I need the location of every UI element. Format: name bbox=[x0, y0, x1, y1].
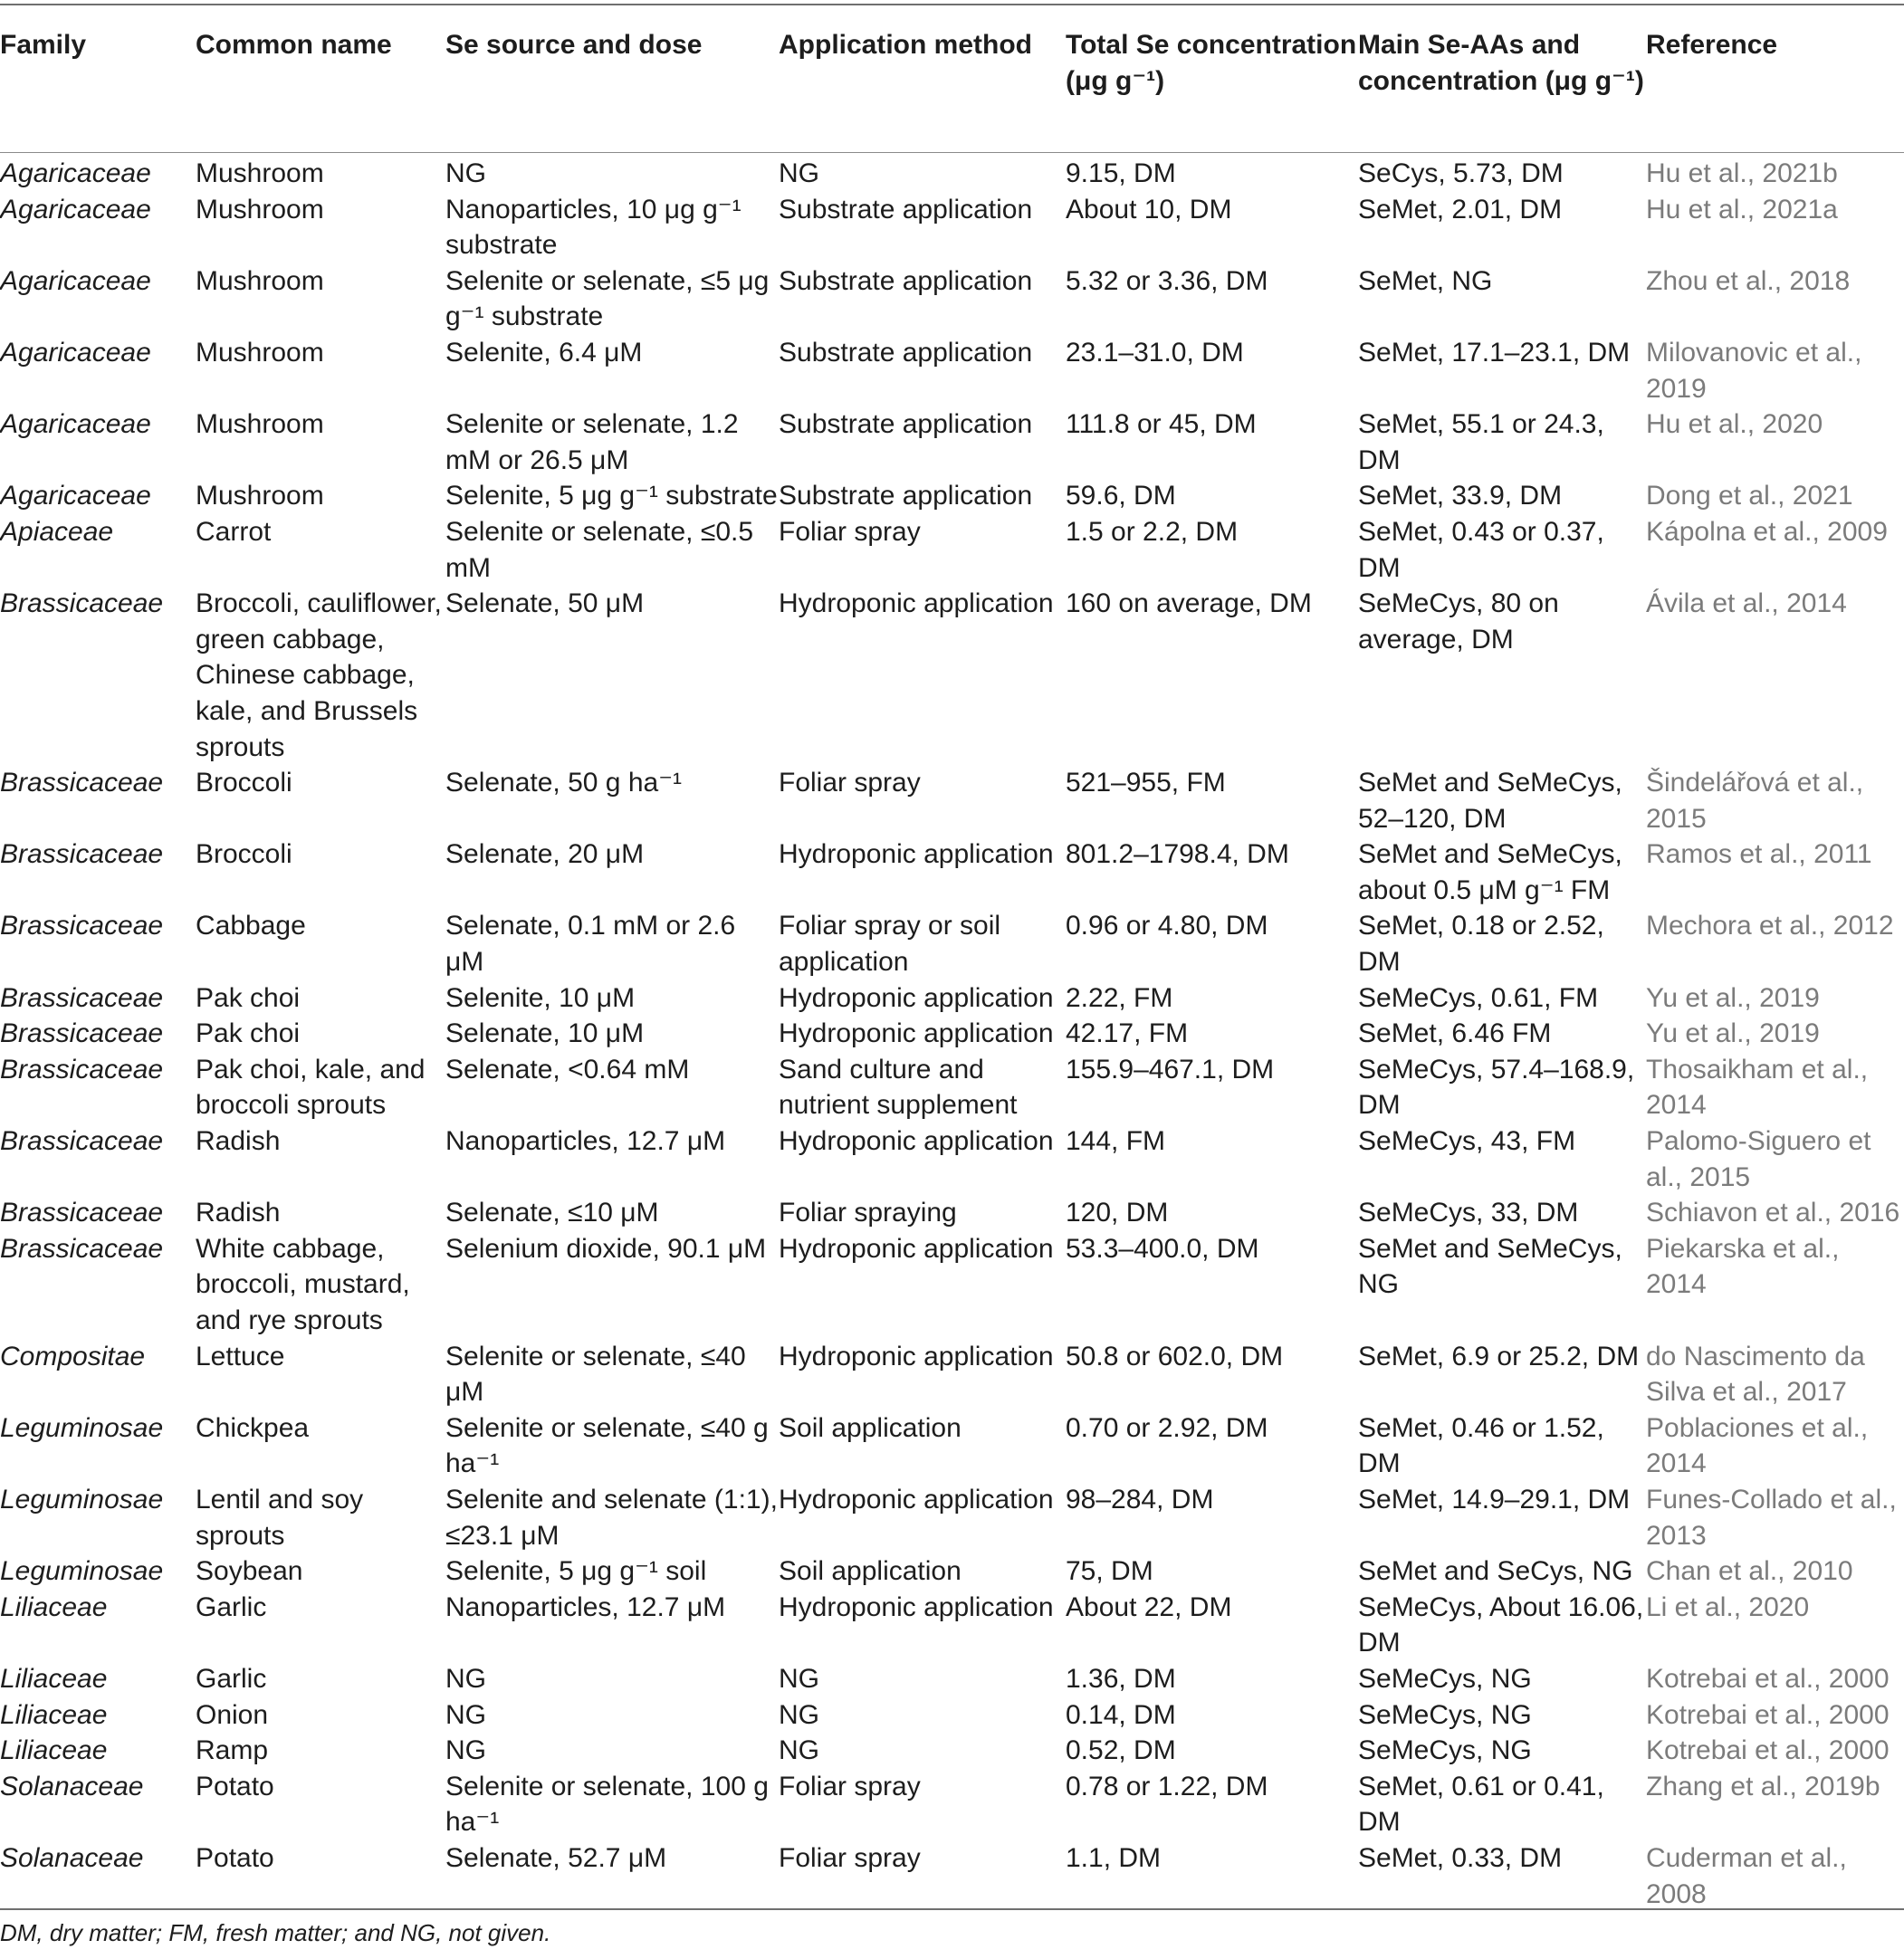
table-row bbox=[0, 406, 1904, 478]
cell-family: Compositae bbox=[0, 1341, 146, 1371]
cell-common-name: Mushroom bbox=[196, 481, 324, 511]
table-row bbox=[0, 1339, 1904, 1410]
cell-main-se-aas: SeMeCys, 80 on average, DM bbox=[1358, 588, 1559, 655]
cell-main-se-aas: SeMet, 6.46 FM bbox=[1358, 1018, 1552, 1049]
cell-total-se: 155.9–467.1, DM bbox=[1066, 1054, 1275, 1085]
cell-main-se-aas: SeMet and SeMeCys, 52–120, DM bbox=[1358, 768, 1622, 834]
cell-total-se: 160 on average, DM bbox=[1066, 588, 1312, 619]
cell-total-se: 521–955, FM bbox=[1066, 768, 1226, 798]
header-common-name: Common name bbox=[196, 30, 392, 60]
table-row bbox=[0, 1769, 1904, 1840]
table-row bbox=[0, 765, 1904, 836]
cell-family: Leguminosae bbox=[0, 1412, 164, 1443]
cell-common-name: Mushroom bbox=[196, 194, 324, 225]
cell-application-method: NG bbox=[779, 1663, 819, 1694]
header-total-se: Total Se concentration (μg g⁻¹) bbox=[1066, 30, 1357, 96]
cell-application-method: Hydroponic application bbox=[779, 588, 1054, 619]
cell-family: Brassicaceae bbox=[0, 839, 164, 870]
cell-reference: Hu et al., 2021a bbox=[1646, 194, 1838, 225]
cell-family: Apiaceae bbox=[0, 516, 114, 547]
cell-reference: Yu et al., 2019 bbox=[1646, 1018, 1820, 1049]
cell-application-method: NG bbox=[779, 1699, 819, 1730]
cell-reference: Kotrebai et al., 2000 bbox=[1646, 1663, 1890, 1694]
table-row bbox=[0, 1123, 1904, 1195]
header-row bbox=[0, 18, 1904, 143]
cell-total-se: 111.8 or 45, DM bbox=[1066, 409, 1257, 440]
cell-reference: Zhou et al., 2018 bbox=[1646, 265, 1851, 296]
cell-family: Agaricaceae bbox=[0, 158, 151, 188]
cell-total-se: 98–284, DM bbox=[1066, 1484, 1214, 1515]
cell-common-name: Broccoli bbox=[196, 768, 292, 798]
cell-common-name: Carrot bbox=[196, 516, 272, 547]
cell-application-method: Foliar spray bbox=[779, 516, 921, 547]
cell-total-se: 53.3–400.0, DM bbox=[1066, 1233, 1259, 1264]
table-row bbox=[0, 335, 1904, 406]
cell-application-method: Hydroponic application bbox=[779, 1341, 1054, 1371]
cell-common-name: Pak choi, kale, and broccoli sprouts bbox=[196, 1054, 426, 1121]
cell-total-se: 1.1, DM bbox=[1066, 1842, 1162, 1873]
table-row bbox=[0, 1697, 1904, 1734]
cell-se-source-dose: Selenite or selenate, ≤40 μM bbox=[445, 1341, 746, 1408]
table-row bbox=[0, 478, 1904, 514]
cell-reference: Zhang et al., 2019b bbox=[1646, 1771, 1880, 1801]
cell-reference: Milovanovic et al., 2019 bbox=[1646, 337, 1862, 404]
cell-application-method: Foliar spraying bbox=[779, 1198, 957, 1228]
cell-total-se: 1.36, DM bbox=[1066, 1663, 1176, 1694]
cell-main-se-aas: SeMet, 0.46 or 1.52, DM bbox=[1358, 1412, 1604, 1479]
cell-application-method: Substrate application bbox=[779, 409, 1033, 440]
cell-main-se-aas: SeMet and SeMeCys, NG bbox=[1358, 1233, 1622, 1300]
cell-total-se: 0.96 or 4.80, DM bbox=[1066, 911, 1268, 941]
cell-family: Leguminosae bbox=[0, 1556, 164, 1587]
cell-total-se: 9.15, DM bbox=[1066, 158, 1176, 188]
cell-se-source-dose: NG bbox=[445, 158, 486, 188]
cell-reference: Piekarska et al., 2014 bbox=[1646, 1233, 1840, 1300]
cell-se-source-dose: Selenite, 5 μg g⁻¹ soil bbox=[445, 1556, 707, 1587]
cell-application-method: NG bbox=[779, 1735, 819, 1766]
cell-application-method: Foliar spray bbox=[779, 768, 921, 798]
cell-total-se: About 10, DM bbox=[1066, 194, 1232, 225]
cell-main-se-aas: SeCys, 5.73, DM bbox=[1358, 158, 1564, 188]
cell-total-se: 0.70 or 2.92, DM bbox=[1066, 1412, 1268, 1443]
cell-total-se: 120, DM bbox=[1066, 1198, 1169, 1228]
cell-main-se-aas: SeMet, 2.01, DM bbox=[1358, 194, 1563, 225]
cell-total-se: 0.78 or 1.22, DM bbox=[1066, 1771, 1268, 1801]
cell-family: Brassicaceae bbox=[0, 1126, 164, 1157]
cell-reference: Li et al., 2020 bbox=[1646, 1591, 1810, 1622]
cell-common-name: Broccoli bbox=[196, 839, 292, 870]
cell-main-se-aas: SeMet, 6.9 or 25.2, DM bbox=[1358, 1341, 1640, 1371]
table-row bbox=[0, 1840, 1904, 1912]
cell-common-name: Ramp bbox=[196, 1735, 269, 1766]
table-body bbox=[0, 143, 1904, 1912]
cell-total-se: 2.22, FM bbox=[1066, 982, 1173, 1013]
cell-family: Liliaceae bbox=[0, 1591, 108, 1622]
cell-se-source-dose: NG bbox=[445, 1699, 486, 1730]
cell-main-se-aas: SeMeCys, 43, FM bbox=[1358, 1126, 1576, 1157]
cell-se-source-dose: Selenite and selenate (1:1), ≤23.1 μM bbox=[445, 1484, 778, 1551]
cell-application-method: Hydroponic application bbox=[779, 1591, 1054, 1622]
header-application-method: Application method bbox=[779, 30, 1032, 60]
cell-reference: Kápolna et al., 2009 bbox=[1646, 516, 1888, 547]
cell-se-source-dose: Selenate, <0.64 mM bbox=[445, 1054, 690, 1085]
table-row bbox=[0, 1661, 1904, 1697]
header-family: Family bbox=[0, 30, 87, 60]
cell-main-se-aas: SeMet, 0.18 or 2.52, DM bbox=[1358, 911, 1604, 978]
cell-family: Brassicaceae bbox=[0, 1198, 164, 1228]
footnote: DM, dry matter; FM, fresh matter; and NG, not given. bbox=[0, 1919, 551, 1946]
cell-total-se: 42.17, FM bbox=[1066, 1018, 1189, 1049]
table-row bbox=[0, 1482, 1904, 1553]
cell-reference: Schiavon et al., 2016 bbox=[1646, 1198, 1900, 1228]
table-row bbox=[0, 1553, 1904, 1590]
cell-se-source-dose: Selenite or selenate, 100 g ha⁻¹ bbox=[445, 1771, 769, 1838]
table-row bbox=[0, 192, 1904, 263]
cell-common-name: Broccoli, cauliflower, green cabbage, Chinese cabbage, kale, and Brussels sprouts bbox=[196, 588, 442, 762]
table-row bbox=[0, 263, 1904, 335]
cell-se-source-dose: Selenite, 10 μM bbox=[445, 982, 636, 1013]
table-row bbox=[0, 1016, 1904, 1052]
cell-total-se: 0.14, DM bbox=[1066, 1699, 1176, 1730]
cell-main-se-aas: SeMet, 55.1 or 24.3, DM bbox=[1358, 409, 1604, 475]
cell-reference: Hu et al., 2021b bbox=[1646, 158, 1838, 188]
table-row bbox=[0, 1231, 1904, 1339]
cell-total-se: 801.2–1798.4, DM bbox=[1066, 839, 1289, 870]
cell-common-name: Garlic bbox=[196, 1591, 267, 1622]
cell-common-name: Garlic bbox=[196, 1663, 267, 1694]
table-row bbox=[0, 1052, 1904, 1123]
cell-reference: Poblaciones et al., 2014 bbox=[1646, 1412, 1869, 1479]
cell-se-source-dose: Selenate, 50 g ha⁻¹ bbox=[445, 768, 683, 798]
cell-common-name: Mushroom bbox=[196, 409, 324, 440]
cell-se-source-dose: Selenite, 5 μg g⁻¹ substrate bbox=[445, 481, 778, 511]
cell-total-se: 75, DM bbox=[1066, 1556, 1153, 1587]
cell-reference: do Nascimento da Silva et al., 2017 bbox=[1646, 1341, 1865, 1408]
cell-family: Agaricaceae bbox=[0, 481, 151, 511]
cell-total-se: 50.8 or 602.0, DM bbox=[1066, 1341, 1284, 1371]
cell-common-name: Cabbage bbox=[196, 911, 306, 941]
cell-reference: Thosaikham et al., 2014 bbox=[1646, 1054, 1869, 1121]
cell-family: Brassicaceae bbox=[0, 1018, 164, 1049]
cell-application-method: Substrate application bbox=[779, 194, 1033, 225]
cell-reference: Šindelářová et al., 2015 bbox=[1646, 768, 1864, 834]
cell-common-name: Mushroom bbox=[196, 158, 324, 188]
cell-se-source-dose: Selenite or selenate, ≤40 g ha⁻¹ bbox=[445, 1412, 769, 1479]
cell-main-se-aas: SeMeCys, NG bbox=[1358, 1735, 1532, 1766]
cell-application-method: NG bbox=[779, 158, 819, 188]
cell-main-se-aas: SeMet, 17.1–23.1, DM bbox=[1358, 337, 1631, 368]
cell-common-name: Lettuce bbox=[196, 1341, 285, 1371]
cell-family: Agaricaceae bbox=[0, 194, 151, 225]
cell-application-method: Hydroponic application bbox=[779, 1126, 1054, 1157]
cell-main-se-aas: SeMeCys, 33, DM bbox=[1358, 1198, 1579, 1228]
cell-se-source-dose: Nanoparticles, 12.7 μM bbox=[445, 1591, 726, 1622]
cell-family: Agaricaceae bbox=[0, 337, 151, 368]
table-row bbox=[0, 1410, 1904, 1482]
cell-reference: Funes-Collado et al., 2013 bbox=[1646, 1484, 1897, 1551]
cell-se-source-dose: NG bbox=[445, 1735, 486, 1766]
header-main-se-aas: Main Se-AAs and concentration (μg g⁻¹) bbox=[1358, 30, 1644, 96]
cell-application-method: Substrate application bbox=[779, 337, 1033, 368]
cell-family: Solanaceae bbox=[0, 1842, 144, 1873]
cell-reference: Mechora et al., 2012 bbox=[1646, 911, 1894, 941]
cell-reference: Ávila et al., 2014 bbox=[1646, 588, 1847, 619]
cell-reference: Hu et al., 2020 bbox=[1646, 409, 1823, 440]
table-row bbox=[0, 1590, 1904, 1661]
cell-family: Solanaceae bbox=[0, 1771, 144, 1801]
cell-application-method: Hydroponic application bbox=[779, 1484, 1054, 1515]
table-row bbox=[0, 1733, 1904, 1769]
cell-common-name: Lentil and soy sprouts bbox=[196, 1484, 364, 1551]
cell-family: Brassicaceae bbox=[0, 768, 164, 798]
cell-se-source-dose: Selenate, 0.1 mM or 2.6 μM bbox=[445, 911, 736, 978]
cell-common-name: Radish bbox=[196, 1126, 281, 1157]
table-row bbox=[0, 586, 1904, 765]
cell-se-source-dose: Selenite or selenate, ≤0.5 mM bbox=[445, 516, 754, 583]
cell-application-method: Soil application bbox=[779, 1412, 962, 1443]
cell-application-method: Hydroponic application bbox=[779, 982, 1054, 1013]
cell-common-name: Chickpea bbox=[196, 1412, 310, 1443]
cell-family: Agaricaceae bbox=[0, 265, 151, 296]
cell-total-se: 1.5 or 2.2, DM bbox=[1066, 516, 1239, 547]
cell-application-method: Foliar spray bbox=[779, 1771, 921, 1801]
table-row bbox=[0, 908, 1904, 980]
cell-common-name: White cabbage, broccoli, mustard, and rye sprouts bbox=[196, 1233, 410, 1335]
cell-se-source-dose: Selenate, ≤10 μM bbox=[445, 1198, 659, 1228]
cell-family: Brassicaceae bbox=[0, 1054, 164, 1085]
cell-se-source-dose: Selenium dioxide, 90.1 μM bbox=[445, 1233, 767, 1264]
cell-family: Agaricaceae bbox=[0, 409, 151, 440]
cell-application-method: Hydroponic application bbox=[779, 839, 1054, 870]
header-se-source-dose: Se source and dose bbox=[445, 30, 703, 60]
selenium-table bbox=[0, 18, 1904, 1912]
cell-main-se-aas: SeMeCys, NG bbox=[1358, 1699, 1532, 1730]
cell-family: Liliaceae bbox=[0, 1735, 108, 1766]
cell-application-method: Hydroponic application bbox=[779, 1233, 1054, 1264]
cell-total-se: 144, FM bbox=[1066, 1126, 1166, 1157]
top-rule bbox=[0, 4, 1904, 5]
cell-common-name: Potato bbox=[196, 1842, 274, 1873]
cell-total-se: About 22, DM bbox=[1066, 1591, 1232, 1622]
cell-reference: Chan et al., 2010 bbox=[1646, 1556, 1853, 1587]
cell-total-se: 0.52, DM bbox=[1066, 1735, 1176, 1766]
cell-common-name: Potato bbox=[196, 1771, 274, 1801]
cell-application-method: Hydroponic application bbox=[779, 1018, 1054, 1049]
cell-reference: Kotrebai et al., 2000 bbox=[1646, 1699, 1890, 1730]
cell-total-se: 23.1–31.0, DM bbox=[1066, 337, 1244, 368]
cell-main-se-aas: SeMet and SeCys, NG bbox=[1358, 1556, 1633, 1587]
table-row bbox=[0, 1195, 1904, 1231]
cell-total-se: 5.32 or 3.36, DM bbox=[1066, 265, 1268, 296]
cell-family: Brassicaceae bbox=[0, 911, 164, 941]
bottom-rule bbox=[0, 1908, 1904, 1910]
cell-application-method: Foliar spray or soil application bbox=[779, 911, 1001, 978]
cell-family: Brassicaceae bbox=[0, 588, 164, 619]
cell-main-se-aas: SeMeCys, 57.4–168.9, DM bbox=[1358, 1054, 1635, 1121]
cell-main-se-aas: SeMet, 33.9, DM bbox=[1358, 481, 1563, 511]
cell-common-name: Soybean bbox=[196, 1556, 303, 1587]
cell-se-source-dose: Selenate, 10 μM bbox=[445, 1018, 645, 1049]
cell-reference: Palomo-Siguero et al., 2015 bbox=[1646, 1126, 1871, 1192]
cell-reference: Yu et al., 2019 bbox=[1646, 982, 1820, 1013]
cell-main-se-aas: SeMeCys, 0.61, FM bbox=[1358, 982, 1599, 1013]
cell-total-se: 59.6, DM bbox=[1066, 481, 1176, 511]
cell-main-se-aas: SeMet and SeMeCys, about 0.5 μM g⁻¹ FM bbox=[1358, 839, 1622, 905]
header-reference: Reference bbox=[1646, 30, 1778, 60]
cell-application-method: Foliar spray bbox=[779, 1842, 921, 1873]
table-row bbox=[0, 980, 1904, 1017]
cell-main-se-aas: SeMet, NG bbox=[1358, 265, 1493, 296]
cell-family: Leguminosae bbox=[0, 1484, 164, 1515]
cell-main-se-aas: SeMet, 14.9–29.1, DM bbox=[1358, 1484, 1631, 1515]
cell-reference: Kotrebai et al., 2000 bbox=[1646, 1735, 1890, 1766]
cell-se-source-dose: Nanoparticles, 12.7 μM bbox=[445, 1126, 726, 1157]
table-row bbox=[0, 836, 1904, 908]
cell-application-method: Substrate application bbox=[779, 265, 1033, 296]
cell-se-source-dose: Selenite, 6.4 μM bbox=[445, 337, 643, 368]
cell-application-method: Substrate application bbox=[779, 481, 1033, 511]
cell-main-se-aas: SeMeCys, About 16.06, DM bbox=[1358, 1591, 1644, 1658]
cell-common-name: Radish bbox=[196, 1198, 281, 1228]
cell-application-method: Sand culture and nutrient supplement bbox=[779, 1054, 1018, 1121]
cell-reference: Dong et al., 2021 bbox=[1646, 481, 1853, 511]
cell-main-se-aas: SeMet, 0.61 or 0.41, DM bbox=[1358, 1771, 1604, 1838]
cell-family: Liliaceae bbox=[0, 1699, 108, 1730]
cell-reference: Cuderman et al., 2008 bbox=[1646, 1842, 1847, 1909]
cell-common-name: Onion bbox=[196, 1699, 269, 1730]
cell-se-source-dose: Selenite or selenate, ≤5 μg g⁻¹ substrate bbox=[445, 265, 770, 332]
cell-reference: Ramos et al., 2011 bbox=[1646, 839, 1872, 870]
cell-main-se-aas: SeMet, 0.43 or 0.37, DM bbox=[1358, 516, 1604, 583]
cell-common-name: Mushroom bbox=[196, 337, 324, 368]
cell-se-source-dose: Selenate, 52.7 μM bbox=[445, 1842, 667, 1873]
table-row bbox=[0, 514, 1904, 586]
cell-se-source-dose: NG bbox=[445, 1663, 486, 1694]
cell-common-name: Pak choi bbox=[196, 1018, 301, 1049]
cell-se-source-dose: Selenate, 50 μM bbox=[445, 588, 645, 619]
cell-se-source-dose: Selenate, 20 μM bbox=[445, 839, 645, 870]
cell-main-se-aas: SeMet, 0.33, DM bbox=[1358, 1842, 1563, 1873]
cell-se-source-dose: Nanoparticles, 10 μg g⁻¹ substrate bbox=[445, 194, 742, 261]
table-row bbox=[0, 143, 1904, 192]
cell-family: Brassicaceae bbox=[0, 982, 164, 1013]
cell-se-source-dose: Selenite or selenate, 1.2 mM or 26.5 μM bbox=[445, 409, 739, 475]
cell-main-se-aas: SeMeCys, NG bbox=[1358, 1663, 1532, 1694]
cell-application-method: Soil application bbox=[779, 1556, 962, 1587]
cell-family: Liliaceae bbox=[0, 1663, 108, 1694]
cell-family: Brassicaceae bbox=[0, 1233, 164, 1264]
cell-common-name: Mushroom bbox=[196, 265, 324, 296]
cell-common-name: Pak choi bbox=[196, 982, 301, 1013]
